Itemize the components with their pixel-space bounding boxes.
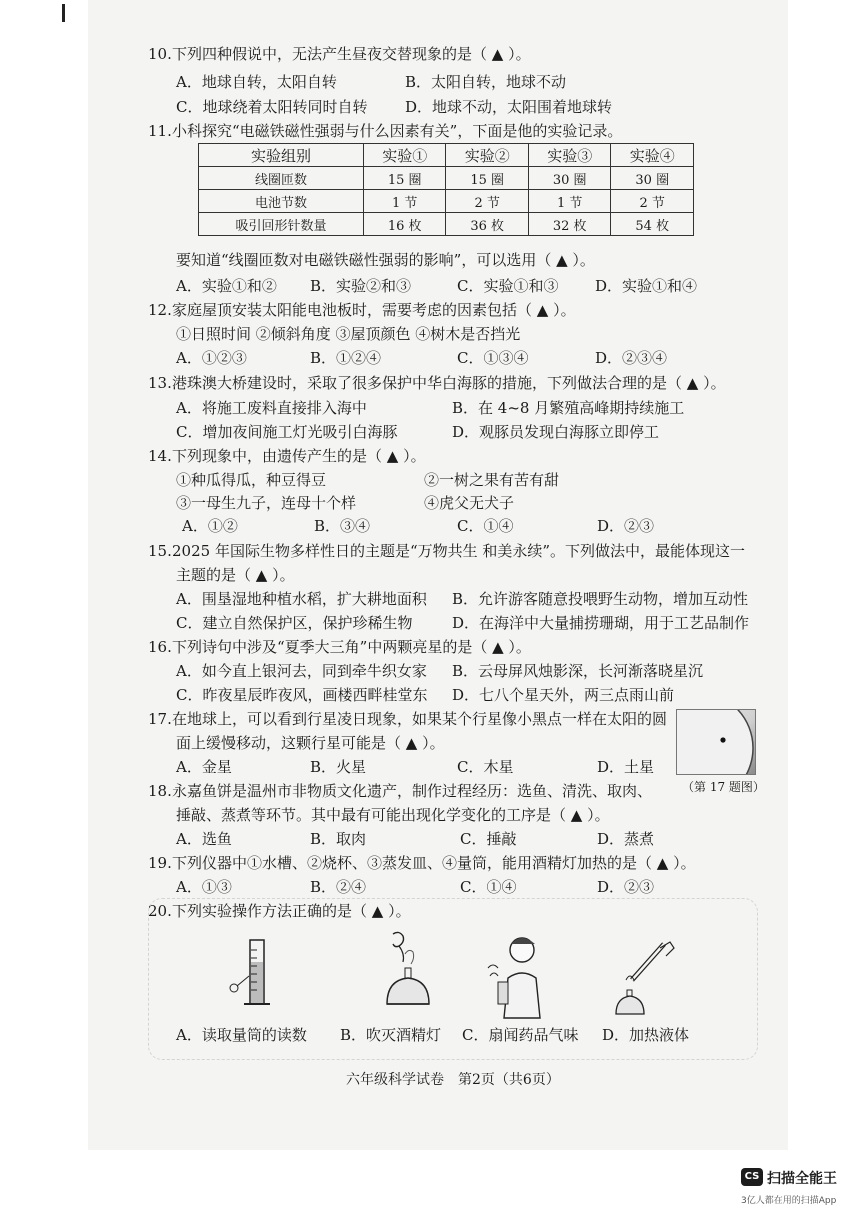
q15-option-c: C．建立自然保护区，保护珍稀生物 <box>176 614 413 632</box>
q18-option-c: C．捶敲 <box>460 830 517 848</box>
q20-option-b: B．吹灭酒精灯 <box>340 1026 442 1044</box>
table-cell: 15 圈 <box>363 167 446 190</box>
planet-dot <box>720 737 725 742</box>
q13-option-a: A．将施工废料直接排入海中 <box>176 399 367 417</box>
q10-option-c: C．地球绕着太阳转同时自转 <box>176 98 368 116</box>
q15-option-b: B．允许游客随意投喂野生动物，增加互动性 <box>452 590 749 608</box>
table-cell: 1 节 <box>363 190 446 213</box>
q14-number: 14. <box>148 447 172 465</box>
q11-option-d: D．实验①和④ <box>595 277 698 295</box>
q18-number: 18. <box>148 782 172 800</box>
q17-stem-line1: 在地球上，可以看到行星凌日现象，如果某个行星像小黑点一样在太阳的圆 <box>172 710 668 728</box>
table-row <box>199 167 694 190</box>
q20-stem: 下列实验操作方法正确的是（ ▲ ）。 <box>172 902 411 920</box>
table-header-cell: 实验组别 <box>199 144 364 167</box>
q20-number: 20. <box>148 902 172 920</box>
table-cell: 54 枚 <box>611 213 694 236</box>
table-header-cell: 实验② <box>446 144 529 167</box>
q16-option-d: D．七八个星天外，两三点雨山前 <box>452 686 675 704</box>
q14-option-a: A．①② <box>182 517 238 535</box>
sun-disk-image <box>677 710 755 774</box>
table-cell: 15 圈 <box>446 167 529 190</box>
table-cell: 2 节 <box>446 190 529 213</box>
wafting-odor-illustration <box>486 932 552 1022</box>
q12-option-a: A．①②③ <box>176 349 247 367</box>
q15-stem-line1: 2025 年国际生物多样性日的主题是“万物共生 和美永续”。下列做法中，最能体现这一 <box>172 542 746 560</box>
q13-option-b: B．在 4~8 月繁殖高峰期持续施工 <box>452 399 685 417</box>
q19-option-b: B．②④ <box>310 878 367 896</box>
q17-stem-line2: 面上缓慢移动，这颗行星可能是（ ▲ ）。 <box>176 734 445 752</box>
table-row <box>199 213 694 236</box>
table-header-cell: 实验① <box>363 144 446 167</box>
q12-stem: 家庭屋顶安装太阳能电池板时，需要考虑的因素包括（ ▲ ）。 <box>172 301 576 319</box>
q15-number: 15. <box>148 542 172 560</box>
q14-item-1: ①种瓜得瓜，种豆得豆 <box>176 471 327 489</box>
scan-edge-mark <box>62 4 65 22</box>
q16-option-a: A．如今直上银河去，同到牵牛织女家 <box>176 662 427 680</box>
q18-option-b: B．取肉 <box>310 830 367 848</box>
q14-item-3: ③一母生九子，连母十个样 <box>176 494 357 512</box>
table-header-cell: 实验④ <box>611 144 694 167</box>
q14-option-d: D．②③ <box>597 517 655 535</box>
q12-option-b: B．①②④ <box>310 349 382 367</box>
q13-option-d: D．观豚员发现白海豚立即停工 <box>452 423 660 441</box>
q14-option-c: C．①④ <box>457 517 514 535</box>
q13-stem: 港珠澳大桥建设时，采取了很多保护中华白海豚的措施，下列做法合理的是（ ▲ ）。 <box>172 374 726 392</box>
q17-figure-caption: （第 17 题图） <box>682 780 765 794</box>
q17-option-b: B．火星 <box>310 758 367 776</box>
table-cell: 36 枚 <box>446 213 529 236</box>
sun-transit-figure <box>676 709 756 775</box>
page-footer: 六年级科学试卷 第2页（共6页） <box>346 1072 560 1088</box>
q19-option-d: D．②③ <box>597 878 655 896</box>
camscanner-tagline: 3亿人都在用的扫描App <box>741 1196 837 1206</box>
q19-option-a: A．①③ <box>176 878 232 896</box>
table-header-cell: 实验③ <box>528 144 611 167</box>
table-row <box>199 190 694 213</box>
q17-option-a: A．金星 <box>176 758 232 776</box>
table-cell: 32 枚 <box>528 213 611 236</box>
table-cell: 30 圈 <box>611 167 694 190</box>
q16-stem: 下列诗句中涉及“夏季大三角”中两颗亮星的是（ ▲ ）。 <box>172 638 531 656</box>
experiment-table <box>198 143 694 236</box>
q19-number: 19. <box>148 854 172 872</box>
camscanner-logo-icon: CS <box>741 1168 763 1186</box>
heating-liquid-illustration <box>612 936 682 1020</box>
q12-number: 12. <box>148 301 172 319</box>
table-cell: 电池节数 <box>199 190 364 213</box>
q17-option-d: D．土星 <box>597 758 655 776</box>
q11-option-c: C．实验①和③ <box>457 277 559 295</box>
table-cell: 1 节 <box>528 190 611 213</box>
q19-stem: 下列仪器中①水槽、②烧杯、③蒸发皿、④量筒，能用酒精灯加热的是（ ▲ ）。 <box>172 854 696 872</box>
q14-item-4: ④虎父无犬子 <box>424 494 515 512</box>
q14-item-2: ②一树之果有苦有甜 <box>424 471 560 489</box>
q12-option-c: C．①③④ <box>457 349 529 367</box>
table-cell: 2 节 <box>611 190 694 213</box>
q15-stem-line2: 主题的是（ ▲ ）。 <box>176 566 295 584</box>
table-header-row <box>199 144 694 167</box>
table-cell: 线圈匝数 <box>199 167 364 190</box>
q20-option-d: D．加热液体 <box>602 1026 690 1044</box>
q10-option-b: B．太阳自转，地球不动 <box>405 73 567 91</box>
q17-option-c: C．木星 <box>457 758 514 776</box>
q18-stem-line2: 捶敲、蒸煮等环节。其中最有可能出现化学变化的工序是（ ▲ ）。 <box>176 806 610 824</box>
q15-option-d: D．在海洋中大量捕捞珊瑚，用于工艺品制作 <box>452 614 750 632</box>
q10-option-a: A．地球自转，太阳自转 <box>176 73 337 91</box>
q16-number: 16. <box>148 638 172 656</box>
q11-follow: 要知道“线圈匝数对电磁铁磁性强弱的影响”，可以选用（ ▲ ）。 <box>176 251 595 269</box>
q18-option-d: D．蒸煮 <box>597 830 655 848</box>
q10-number: 10. <box>148 45 172 63</box>
table-cell: 30 圈 <box>528 167 611 190</box>
table-cell: 16 枚 <box>363 213 446 236</box>
q16-option-c: C．昨夜星辰昨夜风，画楼西畔桂堂东 <box>176 686 428 704</box>
q15-option-a: A．围垦湿地种植水稻，扩大耕地面积 <box>176 590 427 608</box>
q18-option-a: A．选鱼 <box>176 830 232 848</box>
q11-option-a: A．实验①和② <box>176 277 277 295</box>
q12-option-d: D．②③④ <box>595 349 668 367</box>
q18-stem-line1: 永嘉鱼饼是温州市非物质文化遗产，制作过程经历：选鱼、清洗、取肉、 <box>172 782 653 800</box>
alcohol-lamp-blowing-illustration <box>375 928 439 1020</box>
q16-option-b: B．云母屏风烛影深，长河渐落晓星沉 <box>452 662 704 680</box>
q10-option-d: D．地球不动，太阳围着地球转 <box>405 98 613 116</box>
q10-stem: 下列四种假说中，无法产生昼夜交替现象的是（ ▲ ）。 <box>172 45 531 63</box>
q20-option-a: A．读取量筒的读数 <box>176 1026 307 1044</box>
camscanner-brand-name: 扫描全能王 <box>767 1171 837 1187</box>
graduated-cylinder-illustration <box>222 936 282 1016</box>
q11-number: 11. <box>148 122 172 140</box>
q13-option-c: C．增加夜间施工灯光吸引白海豚 <box>176 423 398 441</box>
table-cell: 吸引回形针数量 <box>199 213 364 236</box>
q19-option-c: C．①④ <box>460 878 517 896</box>
q12-items: ①日照时间 ②倾斜角度 ③屋顶颜色 ④树木是否挡光 <box>176 325 521 343</box>
q11-stem: 小科探究“电磁铁磁性强弱与什么因素有关”，下面是他的实验记录。 <box>172 122 623 140</box>
q20-option-c: C．扇闻药品气味 <box>462 1026 579 1044</box>
q13-number: 13. <box>148 374 172 392</box>
q14-option-b: B．③④ <box>314 517 371 535</box>
q17-number: 17. <box>148 710 172 728</box>
q11-option-b: B．实验②和③ <box>310 277 412 295</box>
q14-stem: 下列现象中，由遗传产生的是（ ▲ ）。 <box>172 447 426 465</box>
